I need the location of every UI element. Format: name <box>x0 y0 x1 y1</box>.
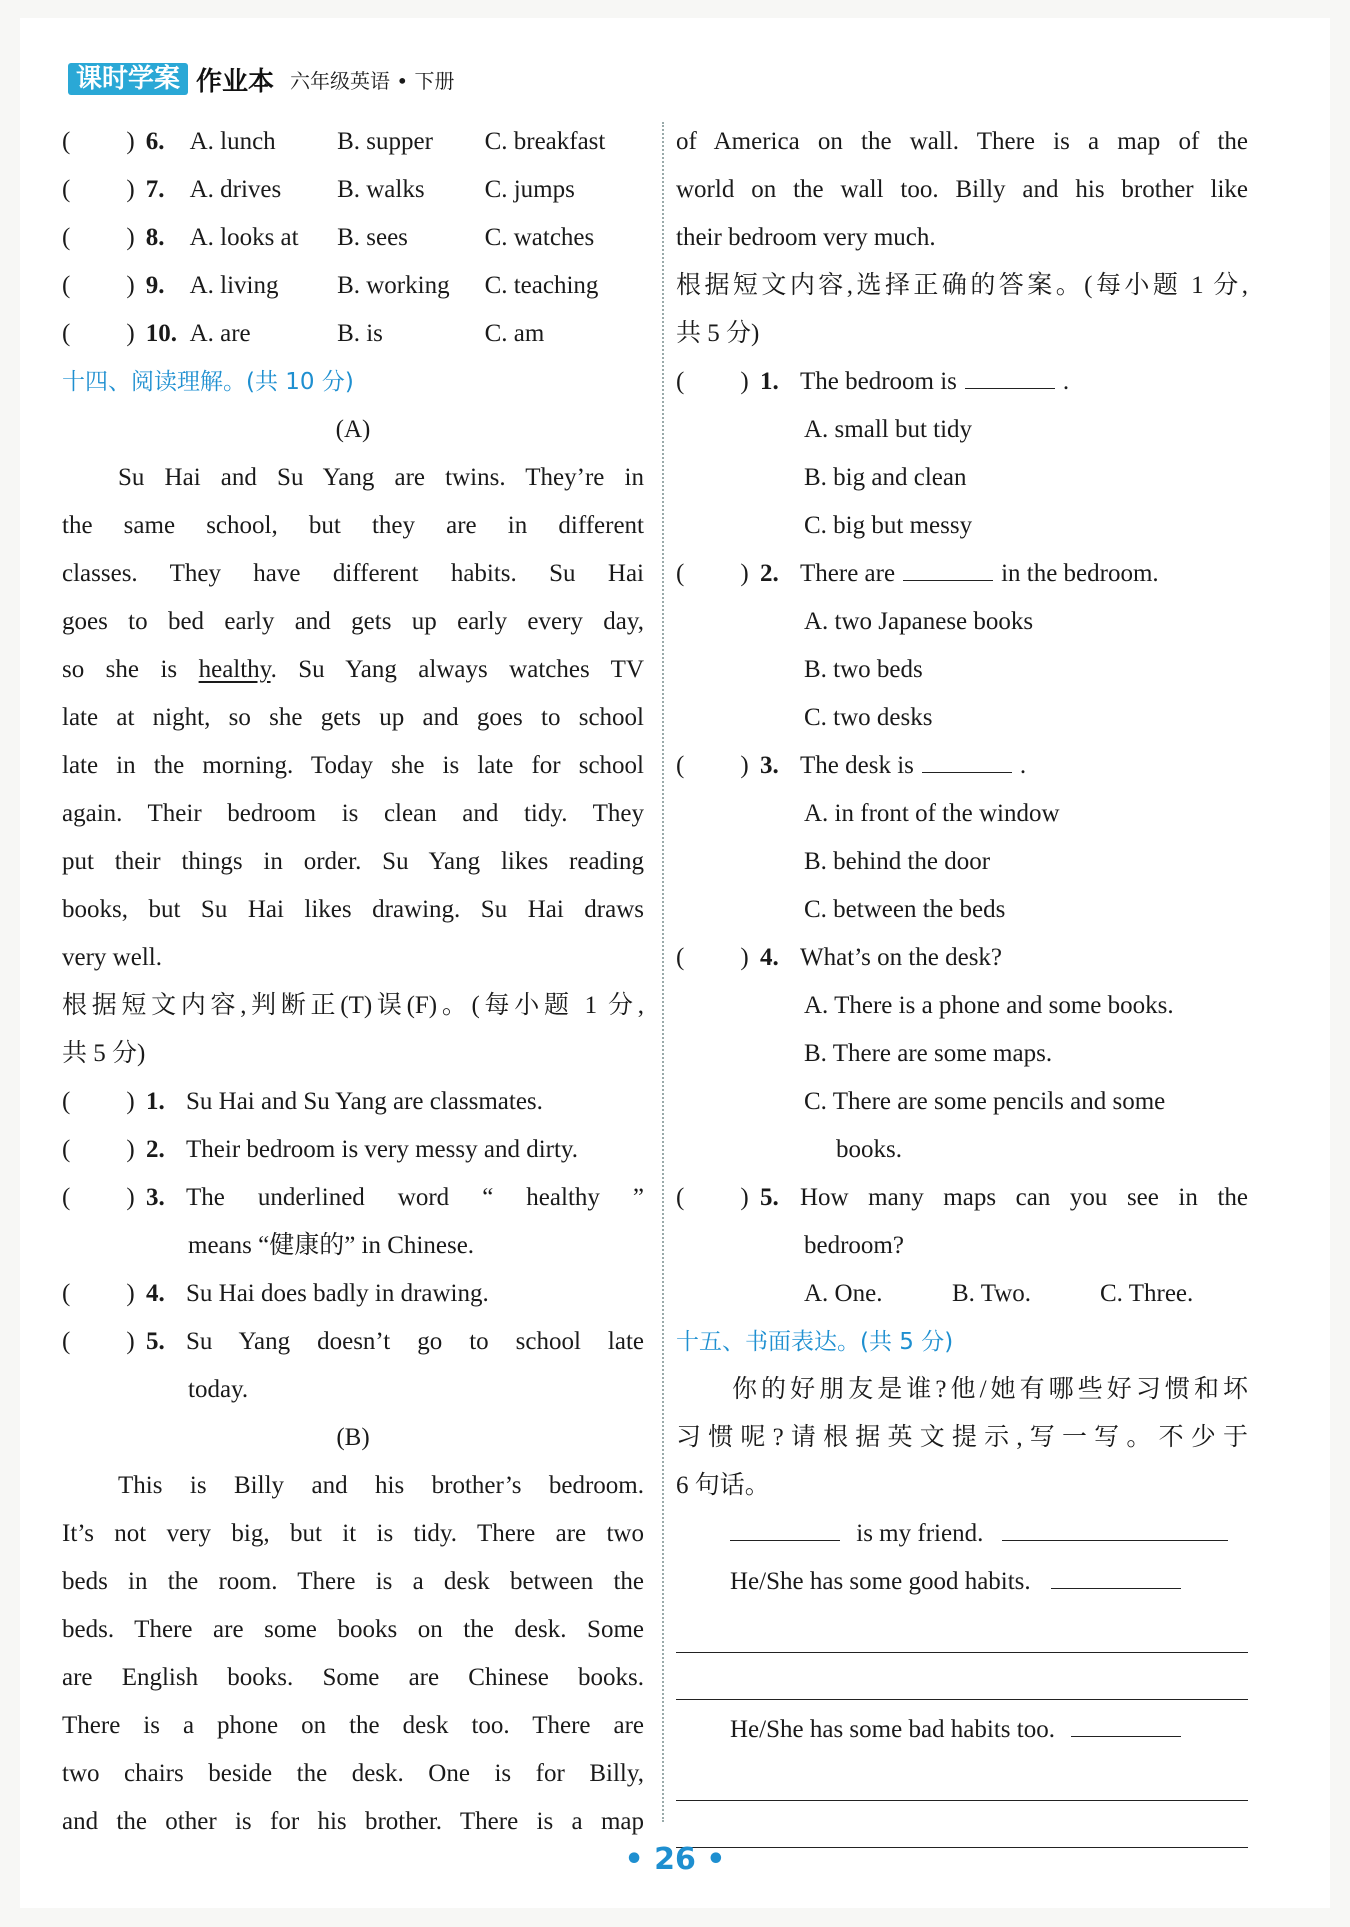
writing-prompt: 6 句话。 <box>676 1472 770 1499</box>
answer-bracket[interactable] <box>676 550 760 598</box>
tf-question <box>62 1270 644 1318</box>
option-b: B. is <box>337 320 383 347</box>
bracket-close: ) <box>126 176 135 203</box>
question-stem: The bedroom is <box>800 368 957 395</box>
question-text: Su Yang doesn’t go to school late <box>186 1328 644 1355</box>
answer-option: B. big and clean <box>804 464 967 491</box>
option-c: C. am <box>484 320 545 347</box>
bracket-open: ( <box>62 1328 71 1355</box>
bracket-close: ) <box>126 1088 135 1115</box>
question-number: 2. <box>760 560 779 587</box>
tf-question <box>62 1126 644 1174</box>
writing-line-3 <box>676 1706 1248 1754</box>
question-text-continued: means “健康的” in Chinese. <box>188 1232 475 1259</box>
bracket-close: ) <box>126 1184 135 1211</box>
right-column <box>676 118 1248 1848</box>
answer-blank[interactable] <box>1071 1706 1181 1737</box>
question-number: 8. <box>145 224 165 251</box>
question-stem-tail: . <box>1062 368 1070 395</box>
passage-line: world on the wall too. Billy and his brother like <box>676 176 1248 203</box>
passage-text: so she is <box>62 656 178 683</box>
passage-a-label: (A) <box>335 416 371 443</box>
option-c: C. jumps <box>484 176 575 203</box>
bracket-open: ( <box>676 1184 685 1211</box>
answer-option: C. big but messy <box>804 512 973 539</box>
answer-options-inline <box>676 1270 1248 1318</box>
question-number: 7. <box>145 176 165 203</box>
answer-bracket[interactable] <box>62 1270 146 1318</box>
answer-option: A. two Japanese books <box>804 608 1034 635</box>
left-column <box>62 118 644 1846</box>
answer-blank[interactable] <box>922 742 1012 773</box>
answer-option: B. There are some maps. <box>804 1040 1053 1067</box>
bracket-close: ) <box>126 224 135 251</box>
bracket-open: ( <box>676 560 685 587</box>
question-number: 5. <box>760 1184 779 1211</box>
true-false-questions <box>62 1078 644 1414</box>
question-text: The underlined word “ healthy ” <box>186 1184 644 1211</box>
passage-line: and the other is for his brother. There is a map <box>62 1808 644 1835</box>
bracket-open: ( <box>62 1088 71 1115</box>
passage-line: the same school, but they are in different <box>62 512 644 539</box>
question-number: 10. <box>145 320 177 347</box>
question-stem: There are <box>800 560 896 587</box>
question-stem: How many maps can you see in the <box>800 1184 1248 1211</box>
answer-line[interactable] <box>676 1653 1248 1700</box>
mc-question <box>676 550 1248 598</box>
question-number: 3. <box>760 752 779 779</box>
question-stem-tail: . <box>1019 752 1027 779</box>
option-a: A. lunch <box>189 128 276 155</box>
option-b: B. supper <box>337 128 433 155</box>
answer-option: C. There are some pencils and some <box>804 1088 1166 1115</box>
brand-title: 作业本 <box>196 66 275 97</box>
answer-bracket[interactable] <box>62 1318 146 1366</box>
writing-prompt: 习惯呢?请根据英文提示,写一写。不少于 <box>676 1424 1248 1451</box>
mc-instruction: 共 5 分) <box>676 320 760 347</box>
tf-instruction: 共 5 分) <box>62 1040 146 1067</box>
bracket-open: ( <box>62 128 71 155</box>
passage-line: beds. There are some books on the desk. Some <box>62 1616 644 1643</box>
section-15-title: 十五、书面表达。(共 5 分) <box>676 1329 954 1355</box>
bracket-open: ( <box>62 176 71 203</box>
question-text: Su Hai and Su Yang are classmates. <box>186 1088 543 1115</box>
option-a: A. are <box>189 320 251 347</box>
passage-text: . Su Yang always watches TV <box>270 656 645 683</box>
tf-question <box>62 1078 644 1126</box>
answer-line[interactable] <box>676 1754 1248 1801</box>
answer-bracket[interactable] <box>62 262 146 310</box>
passage-line: very well. <box>62 944 162 971</box>
question-text-continued: today. <box>188 1376 249 1403</box>
answer-bracket[interactable] <box>676 358 760 406</box>
question-number: 9. <box>145 272 165 299</box>
passage-line: put their things in order. Su Yang likes reading <box>62 848 644 875</box>
bracket-open: ( <box>62 272 71 299</box>
passage-line: classes. They have different habits. Su Hai <box>62 560 644 587</box>
tf-question <box>62 1174 644 1222</box>
passage-line: Su Hai and Su Yang are twins. They’re in <box>118 464 644 491</box>
cloze-question <box>62 166 644 214</box>
option-a: A. drives <box>189 176 282 203</box>
mc-instruction: 根据短文内容,选择正确的答案。(每小题 1 分, <box>676 272 1248 299</box>
question-number: 1. <box>146 1088 165 1115</box>
answer-bracket[interactable] <box>62 310 146 358</box>
question-stem-tail: in the bedroom. <box>1001 560 1159 587</box>
option-c: C. breakfast <box>484 128 606 155</box>
bracket-close: ) <box>126 320 135 347</box>
passage-line: again. Their bedroom is clean and tidy. They <box>62 800 644 827</box>
bracket-open: ( <box>62 1136 71 1163</box>
passage-b-label: (B) <box>336 1424 370 1451</box>
section-14-title: 十四、阅读理解。(共 10 分) <box>62 369 354 395</box>
bracket-close: ) <box>126 1280 135 1307</box>
mc-question <box>676 1174 1248 1222</box>
bracket-close: ) <box>126 272 135 299</box>
question-stem: What’s on the desk? <box>800 944 1003 971</box>
passage-line: late at night, so she gets up and goes to school <box>62 704 644 731</box>
answer-line[interactable] <box>676 1801 1248 1848</box>
mc-question <box>676 934 1248 982</box>
answer-option: A. in front of the window <box>804 800 1060 827</box>
answer-option: B. Two. <box>952 1280 1032 1307</box>
question-text: Their bedroom is very messy and dirty. <box>186 1136 579 1163</box>
tf-question <box>62 1318 644 1366</box>
bracket-close: ) <box>126 128 135 155</box>
multiple-choice-questions <box>676 358 1248 1318</box>
writing-prompt: 你的好朋友是谁?他/她有哪些好习惯和坏 <box>732 1376 1248 1403</box>
bracket-close: ) <box>740 944 749 971</box>
answer-option: A. There is a phone and some books. <box>804 992 1174 1019</box>
answer-option: C. between the beds <box>804 896 1006 923</box>
bracket-open: ( <box>676 944 685 971</box>
passage-line: of America on the wall. There is a map of the <box>676 128 1248 155</box>
answer-blank[interactable] <box>730 1510 840 1541</box>
answer-bracket[interactable] <box>62 1078 146 1126</box>
answer-blank[interactable] <box>1002 1510 1228 1541</box>
bracket-close: ) <box>740 368 749 395</box>
cloze-question <box>62 310 644 358</box>
option-c: C. teaching <box>484 272 599 299</box>
passage-line: are English books. Some are Chinese books. <box>62 1664 644 1691</box>
bracket-close: ) <box>126 1136 135 1163</box>
bracket-open: ( <box>62 1184 71 1211</box>
passage-line: goes to bed early and gets up early every day, <box>62 608 644 635</box>
passage-line: There is a phone on the desk too. There are <box>62 1712 644 1739</box>
underlined-word: healthy <box>198 656 271 683</box>
passage-line <box>62 646 644 694</box>
answer-line[interactable] <box>676 1606 1248 1653</box>
mc-question <box>676 358 1248 406</box>
passage-line: beds in the room. There is a desk between the <box>62 1568 644 1595</box>
passage-b <box>62 1462 644 1846</box>
writing-text: is my friend. <box>856 1520 984 1547</box>
answer-option: C. Three. <box>1100 1280 1194 1307</box>
answer-bracket[interactable] <box>62 1126 146 1174</box>
page-header <box>68 62 455 96</box>
passage-line: This is Billy and his brother’s bedroom. <box>118 1472 644 1499</box>
answer-option: A. small but tidy <box>804 416 973 443</box>
option-b: B. working <box>337 272 450 299</box>
bracket-open: ( <box>62 1280 71 1307</box>
option-c: C. watches <box>484 224 595 251</box>
writing-line-1 <box>676 1510 1248 1558</box>
option-b: B. walks <box>337 176 425 203</box>
bracket-close: ) <box>740 560 749 587</box>
bracket-close: ) <box>126 1328 135 1355</box>
answer-bracket[interactable] <box>62 1174 146 1222</box>
bracket-close: ) <box>740 1184 749 1211</box>
answer-option: B. behind the door <box>804 848 991 875</box>
writing-text: He/She has some good habits. <box>730 1568 1031 1595</box>
answer-bracket[interactable] <box>676 1174 760 1222</box>
passage-a <box>62 454 644 982</box>
grade-label: 六年级英语 • 下册 <box>290 68 455 93</box>
cloze-question <box>62 214 644 262</box>
passage-line: two chairs beside the desk. One is for Billy, <box>62 1760 644 1787</box>
bracket-open: ( <box>62 320 71 347</box>
answer-option: C. two desks <box>804 704 933 731</box>
question-stem: The desk is <box>800 752 914 779</box>
cloze-question <box>62 262 644 310</box>
question-number: 4. <box>146 1280 165 1307</box>
question-number: 5. <box>146 1328 165 1355</box>
answer-blank[interactable] <box>1051 1558 1181 1589</box>
answer-bracket[interactable] <box>676 934 760 982</box>
brand-logo: 课时学案 <box>68 63 188 95</box>
question-text: Su Hai does badly in drawing. <box>186 1280 489 1307</box>
passage-line: late in the morning. Today she is late for school <box>62 752 644 779</box>
bracket-close: ) <box>740 752 749 779</box>
answer-bracket[interactable] <box>62 166 146 214</box>
writing-text: He/She has some bad habits too. <box>730 1716 1055 1743</box>
option-a: A. living <box>189 272 279 299</box>
question-stem-continued: bedroom? <box>804 1232 904 1259</box>
question-number: 4. <box>760 944 779 971</box>
answer-bracket[interactable] <box>62 118 146 166</box>
question-number: 1. <box>760 368 779 395</box>
answer-bracket[interactable] <box>676 742 760 790</box>
answer-option: B. two beds <box>804 656 923 683</box>
question-number: 6. <box>145 128 165 155</box>
bracket-open: ( <box>62 224 71 251</box>
cloze-questions <box>62 118 644 358</box>
bracket-open: ( <box>676 368 685 395</box>
cloze-question <box>62 118 644 166</box>
column-divider <box>662 122 664 1822</box>
passage-line: books, but Su Hai likes drawing. Su Hai draws <box>62 896 644 923</box>
question-number: 2. <box>146 1136 165 1163</box>
passage-line: It’s not very big, but it is tidy. There are two <box>62 1520 644 1547</box>
answer-blank[interactable] <box>903 550 993 581</box>
answer-bracket[interactable] <box>62 214 146 262</box>
option-a: A. looks at <box>189 224 299 251</box>
question-number: 3. <box>146 1184 165 1211</box>
page-number: • 26 • <box>624 1842 726 1877</box>
tf-instruction: 根据短文内容,判断正(T)误(F)。(每小题 1 分, <box>62 992 644 1019</box>
answer-blank[interactable] <box>965 358 1055 389</box>
answer-option: books. <box>836 1136 902 1163</box>
passage-line: their bedroom very much. <box>676 224 936 251</box>
writing-line-2 <box>676 1558 1248 1606</box>
option-b: B. sees <box>337 224 408 251</box>
answer-option: A. One. <box>804 1280 883 1307</box>
bracket-open: ( <box>676 752 685 779</box>
mc-question <box>676 742 1248 790</box>
